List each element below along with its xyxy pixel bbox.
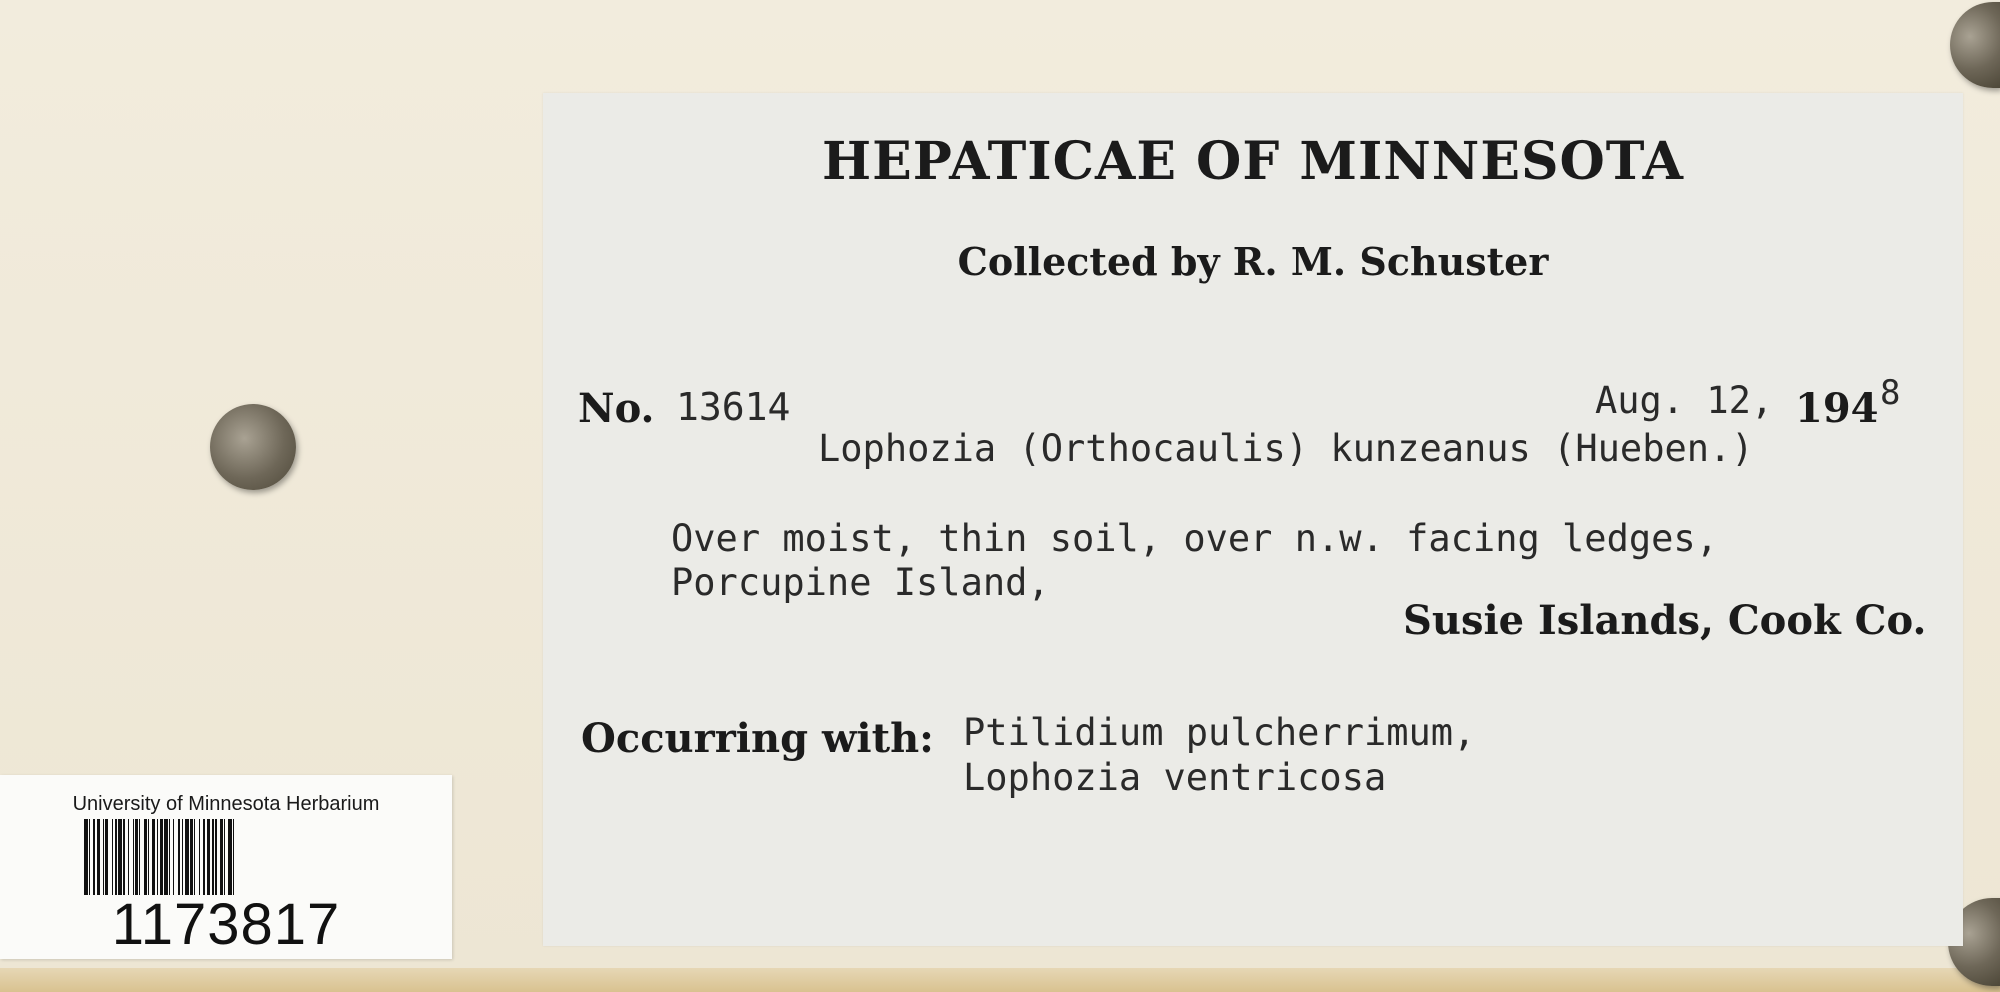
locality: Susie Islands, Cook Co. <box>1403 597 1927 644</box>
species-name: Lophozia (Orthocaulis) kunzeanus (Hueben.) <box>818 427 1754 470</box>
associate-species-2: Lophozia ventricosa <box>963 756 1387 799</box>
specimen-number: 13614 <box>676 385 791 429</box>
occurring-label: Occurring with: <box>581 715 934 762</box>
label-title: HEPATICAE OF MINNESOTA <box>821 131 1685 192</box>
year-printed: 194 <box>1795 385 1879 432</box>
herbarium-name: University of Minnesota Herbarium <box>72 793 380 815</box>
herbarium-barcode-tag <box>0 775 452 959</box>
number-label: No. <box>578 385 655 432</box>
habitat-line-2: Porcupine Island, <box>671 561 1050 604</box>
specimen-label <box>543 93 1963 946</box>
catalog-number: 1173817 <box>111 892 341 957</box>
associate-species-1: Ptilidium pulcherrimum, <box>963 711 1476 754</box>
sheet-edge <box>0 968 2000 992</box>
year-typed: 8 <box>1880 373 1901 413</box>
collector-line: Collected by R. M. Schuster <box>957 239 1549 284</box>
collection-date: Aug. 12, <box>1595 379 1774 422</box>
magnet-left <box>210 404 296 490</box>
barcode <box>84 819 354 895</box>
habitat-line-1: Over moist, thin soil, over n.w. facing ledges, <box>671 517 1718 560</box>
